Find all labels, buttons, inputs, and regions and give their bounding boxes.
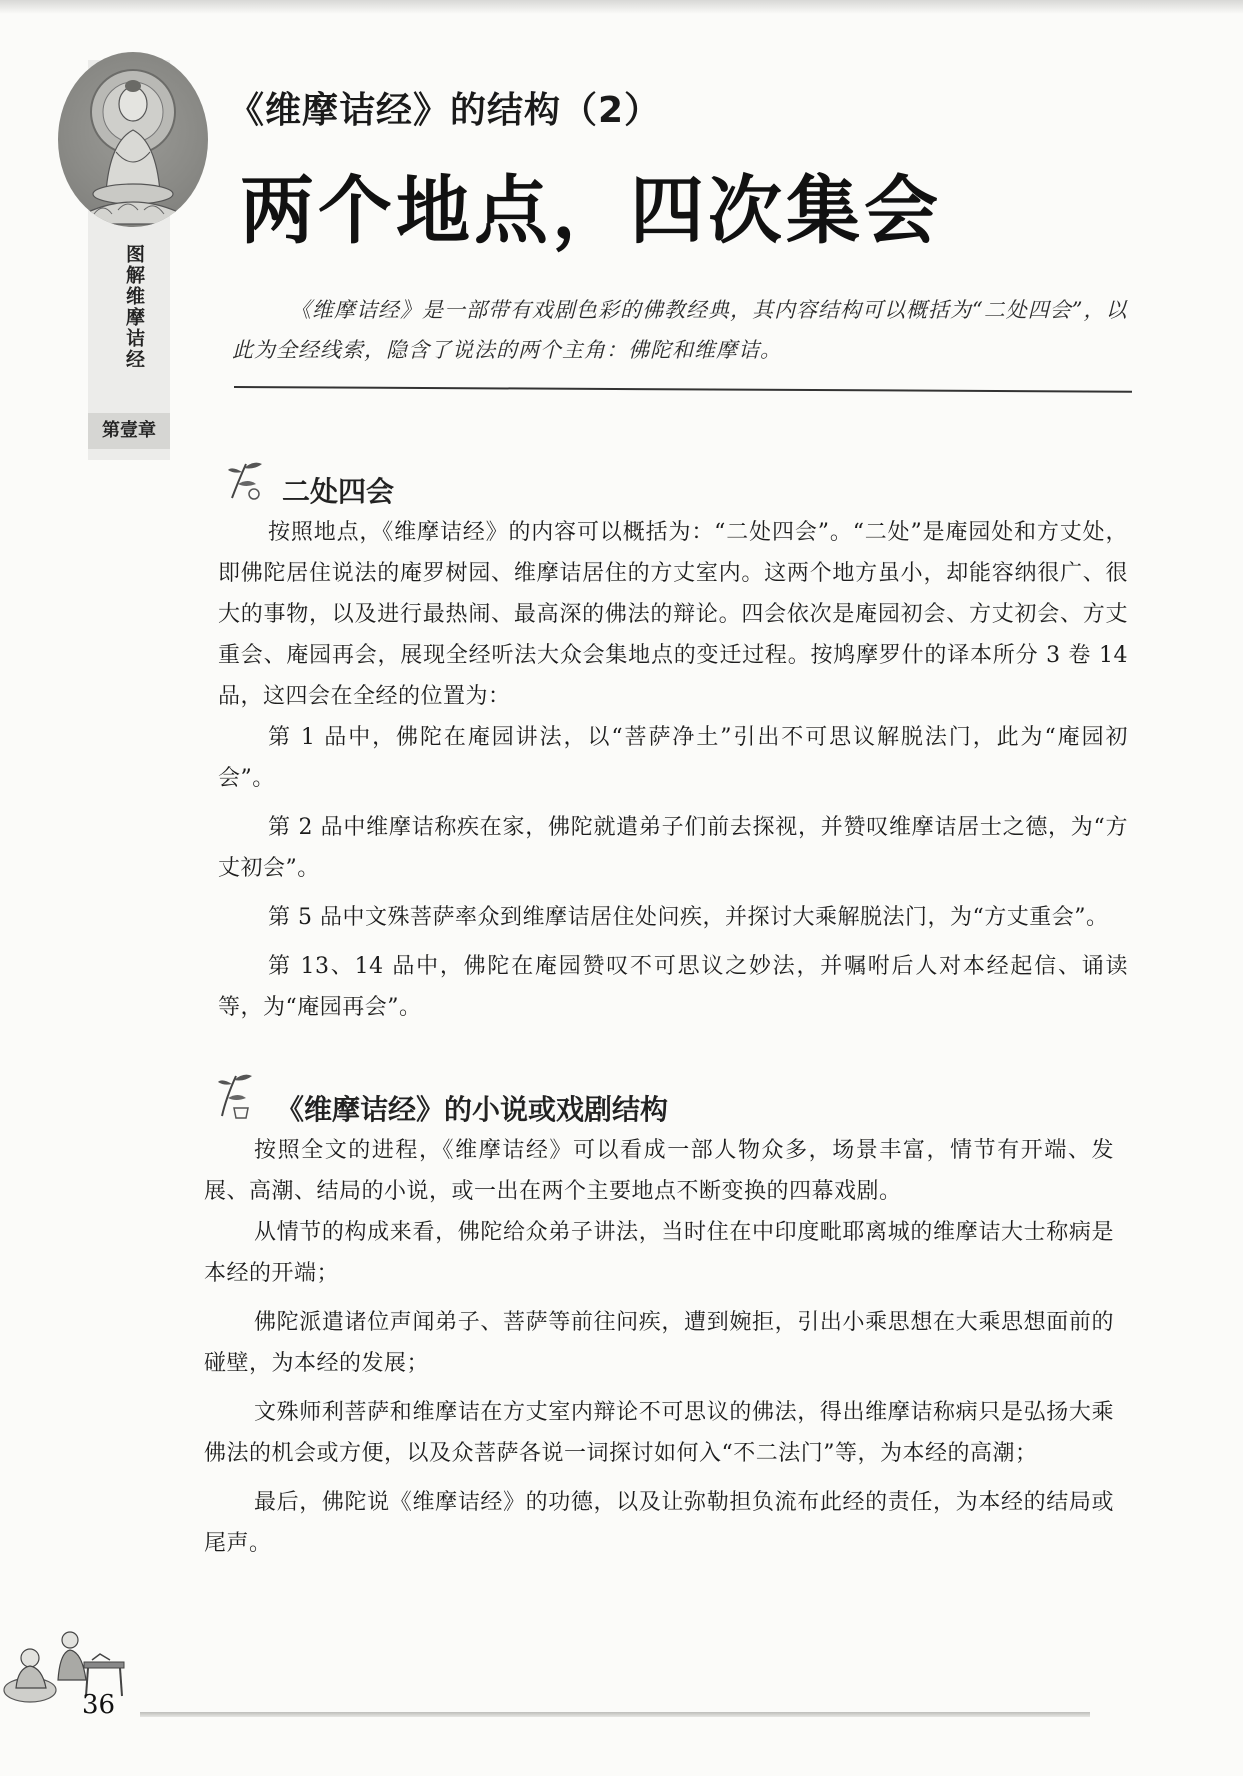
paragraph: 第 1 品中，佛陀在庵园讲法，以“菩萨净土”引出不可思议解脱法门，此为“庵园初会”。 — [218, 725, 1128, 791]
paragraph: 从情节的构成来看，佛陀给众弟子讲法，当时住在中印度毗耶离城的维摩诘大士称病是本经的开端； — [204, 1220, 1114, 1286]
paragraph: 按照全文的进程，《维摩诘经》可以看成一部人物众多，场景丰富，情节有开端、发展、高潮、结局的小说，或一出在两个主要地点不断变换的四幕戏剧。 — [204, 1138, 1114, 1204]
paragraph: 第 2 品中维摩诘称疾在家，佛陀就遣弟子们前去探视，并赞叹维摩诘居士之德，为“方丈初会”。 — [218, 815, 1128, 881]
bamboo-sprig-icon — [212, 1070, 258, 1120]
page-title: 两个地点，四次集会 — [240, 168, 942, 254]
section-1-body — [218, 512, 1128, 1028]
section-heading-2: 《维摩诘经》的小说或戏剧结构 — [276, 1093, 669, 1126]
chapter-tag: 第壹章 — [88, 413, 170, 449]
paragraph: 最后，佛陀说《维摩诘经》的功德，以及让弥勒担负流布此经的责任，为本经的结局或尾声。 — [204, 1490, 1114, 1556]
page-top-edge — [0, 0, 1243, 14]
section-heading-1: 二处四会 — [282, 475, 395, 508]
paragraph: 第 5 品中文殊菩萨率众到维摩诘居住处问疾，并探讨大乘解脱法门，为“方丈重会”。 — [268, 905, 1109, 930]
paragraph: 按照地点，《维摩诘经》的内容可以概括为：“二处四会”。“二处”是庵园处和方丈处，即佛陀居住说法的庵罗树园、维摩诘居住的方丈室内。这两个地方虽小，却能容纳很广、很大的事物，以及进行最热闹、最高深的佛法的辩论。四会依次是庵园初会、方丈初会、方丈重会、庵园再会，展现全经听法大众会集地点的变迁过程。按鸠摩罗什的译本所分 3 卷 14 品，这四会在全经的位置为： — [218, 520, 1128, 709]
book-title-vertical: 图解维摩诘经 — [123, 244, 145, 370]
page-subtitle: 《维摩诘经》的结构（2） — [228, 90, 662, 131]
page-number: 36 — [82, 1690, 116, 1720]
section-2-body — [204, 1130, 1114, 1564]
scholars-reading-icon — [0, 1600, 140, 1710]
paragraph: 第 13、14 品中，佛陀在庵园赞叹不可思议之妙法，并嘱咐后人对本经起信、诵读等，为“庵园再会”。 — [218, 954, 1128, 1020]
paragraph: 佛陀派遣诸位声闻弟子、菩萨等前往问疾，遭到婉拒，引出小乘思想在大乘思想面前的碰壁，为本经的发展； — [204, 1310, 1114, 1376]
bamboo-sprig-icon — [224, 458, 270, 502]
seated-buddha-icon — [58, 52, 208, 227]
intro-divider — [234, 386, 1132, 393]
paragraph: 文殊师利菩萨和维摩诘在方丈室内辩论不可思议的佛法，得出维摩诘称病只是弘扬大乘佛法的机会或方便，以及众菩萨各说一词探讨如何入“不二法门”等，为本经的高潮； — [204, 1400, 1114, 1466]
footer-rule — [140, 1712, 1090, 1717]
intro-paragraph: 《维摩诘经》是一部带有戏剧色彩的佛教经典，其内容结构可以概括为“二处四会”，以此为全经线索，隐含了说法的两个主角：佛陀和维摩诘。 — [232, 298, 1128, 362]
